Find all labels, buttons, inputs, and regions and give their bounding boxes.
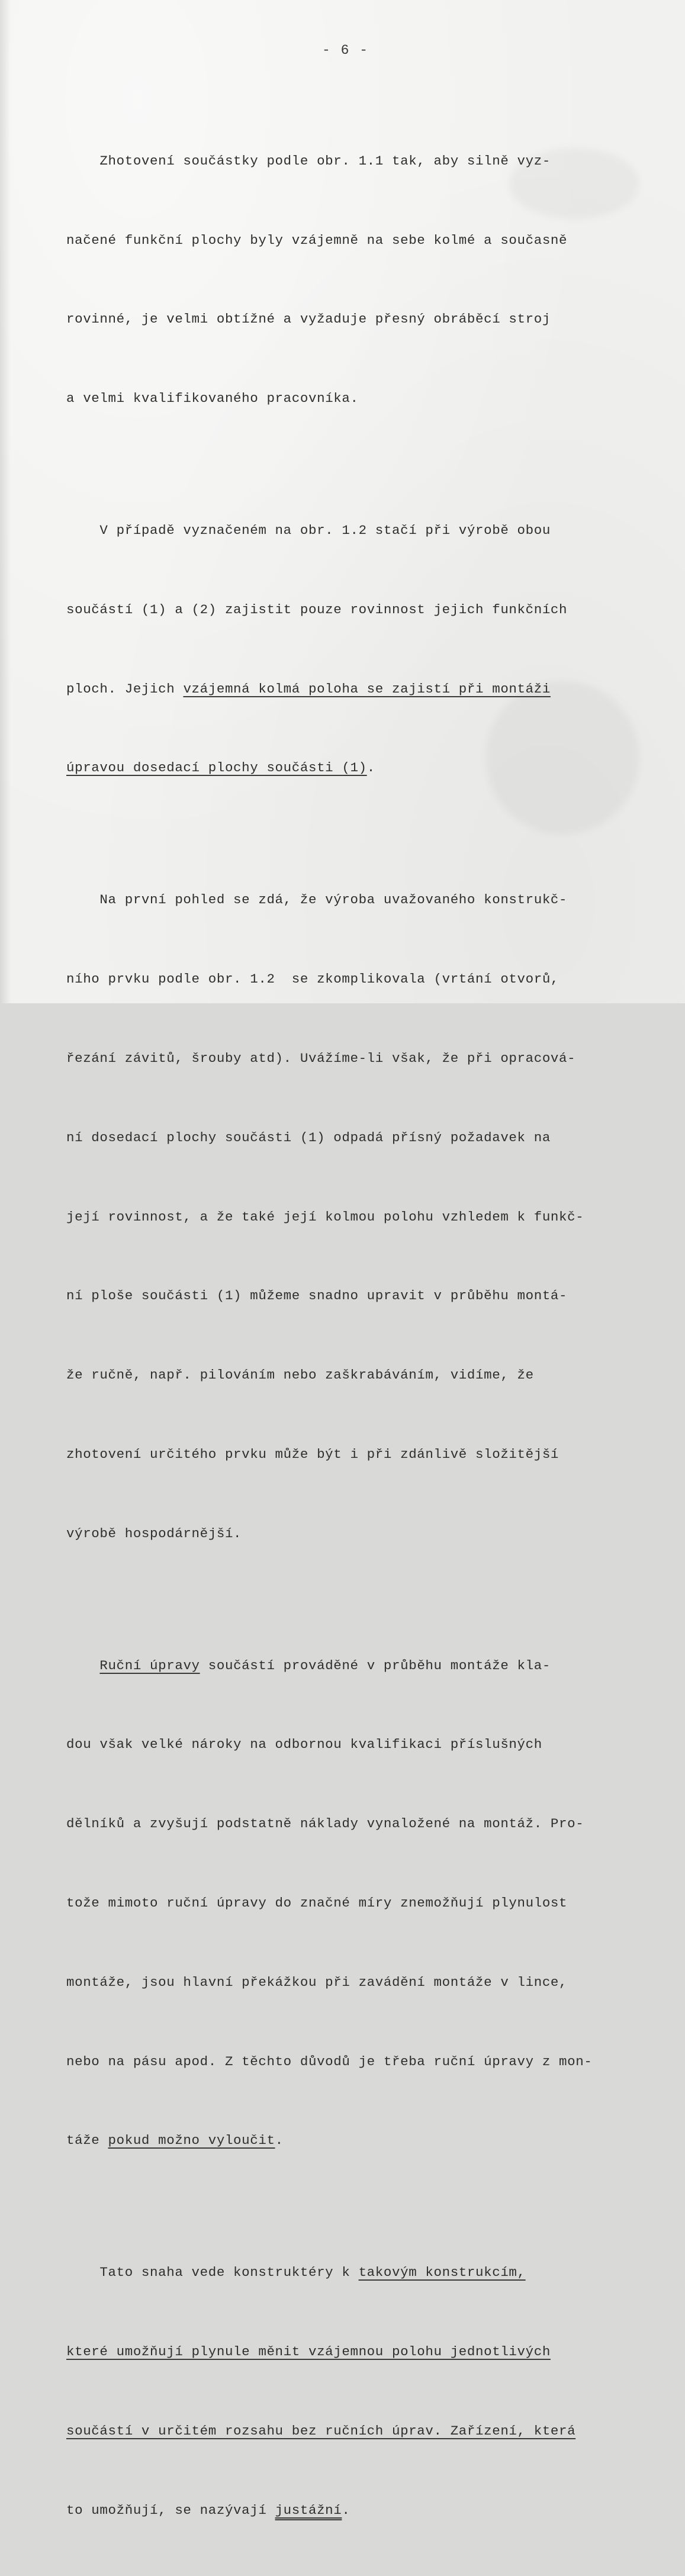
text-span: .: [275, 2133, 284, 2149]
text-line: Zhotovení součástky podle obr. 1.1 tak, aby silně vyz-: [66, 153, 551, 169]
text-span: .: [342, 2502, 350, 2518]
text-line: dělníků a zvyšují podstatně náklady vynaložené na montáž. Pro-: [66, 1816, 584, 1832]
underlined-text: vzájemná kolmá poloha se zajistí při montáži: [183, 681, 551, 697]
text-span: Tato snaha vede konstruktéry k: [66, 2265, 359, 2281]
underlined-text-line: které umožňují plynule měnit vzájemnou polohu jednotlivých: [66, 2344, 551, 2360]
text-line: [66, 2259, 635, 2286]
text-span: táže: [66, 2133, 108, 2149]
text-line: [66, 2497, 635, 2524]
underlined-text: Ruční úpravy: [99, 1657, 200, 1673]
text-line: V případě vyznačeném na obr. 1.2 stačí při výrobě obou: [66, 523, 551, 539]
text-line: tože mimoto ruční úpravy do značné míry znemožňují plynulost: [66, 1895, 568, 1911]
page-edge-shadow: [0, 0, 11, 1003]
text-line: rovinné, je velmi obtížné a vyžaduje přesný obráběcí stroj: [66, 311, 551, 327]
text-line: ní ploše součásti (1) můžeme snadno upravit v průběhu montá-: [66, 1288, 568, 1304]
page-number: - 6 -: [321, 43, 369, 58]
text-span: součástí prováděné v průběhu montáže kla-: [200, 1657, 551, 1673]
text-line: [66, 676, 635, 703]
text-span: [66, 1658, 99, 1673]
text-line: řezání závitů, šrouby atd). Uvážíme-li však, že při opracová-: [66, 1050, 576, 1066]
text-span: ploch. Jejich: [66, 681, 184, 697]
text-line: že ručně, např. pilováním nebo zaškrabáváním, vidíme, že: [66, 1367, 534, 1383]
text-line: nebo na pásu apod. Z těchto důvodů je třeba ruční úpravy z mon-: [66, 2053, 593, 2069]
text-span: .: [366, 760, 375, 776]
text-line: [66, 1653, 635, 1679]
double-underlined-text: justážní: [275, 2502, 342, 2518]
text-line: dou však velké nároky na odbornou kvalifikaci příslušných: [66, 1737, 542, 1753]
text-line: ní dosedací plochy součásti (1) odpadá přísný požadavek na: [66, 1129, 551, 1145]
text-line: montáže, jsou hlavní překážkou při zavádění montáže v lince,: [66, 1974, 568, 1990]
text-line: její rovinnost, a že také její kolmou polohu vzhledem k funkč-: [66, 1209, 584, 1225]
text-line: výrobě hospodárnější.: [66, 1525, 242, 1541]
text-line: součástí (1) a (2) zajistit pouze rovinnost jejich funkčních: [66, 601, 568, 617]
text-line: Na první pohled se zdá, že výroba uvažovaného konstrukč-: [66, 892, 568, 908]
text-line: zhotovení určitého prvku může být i při zdánlivě složitější: [66, 1446, 559, 1462]
text-line: načené funkční plochy byly vzájemně na sebe kolmé a současně: [66, 232, 568, 248]
text-line: [66, 755, 635, 781]
text-line: ního prvku podle obr. 1.2 se zkomplikovala (vrtání otvorů,: [66, 971, 559, 987]
body-text: [66, 69, 635, 2576]
underlined-text: takovým konstrukcím,: [358, 2265, 526, 2281]
underlined-text-line: součástí v určitém rozsahu bez ručních úprav. Zařízení, která: [66, 2423, 576, 2439]
underlined-text: pokud možno vyloučit: [108, 2133, 275, 2149]
underlined-text: úpravou dosedací plochy součásti (1): [66, 760, 367, 776]
text-line: a velmi kvalifikovaného pracovníka.: [66, 391, 359, 407]
text-line: [66, 2127, 635, 2154]
text-span: to umožňují, se nazývají: [66, 2502, 275, 2518]
